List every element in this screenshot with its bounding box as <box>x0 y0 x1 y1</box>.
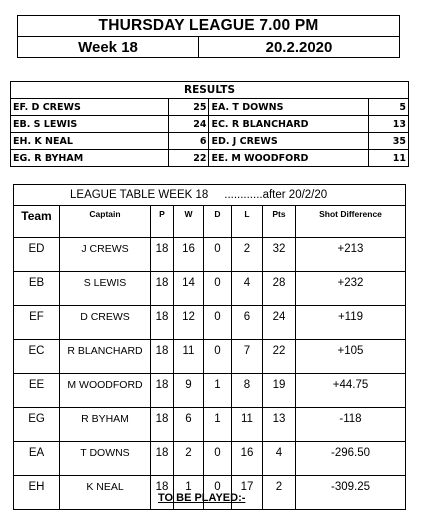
shot-difference: +44.75 <box>296 374 406 408</box>
shot-difference: +213 <box>296 238 406 272</box>
captain-name: D CREWS <box>60 306 151 340</box>
league-title: THURSDAY LEAGUE 7.00 PM <box>18 16 400 37</box>
result-right-score: 13 <box>368 116 408 133</box>
drawn-count: 0 <box>204 442 232 476</box>
result-left-team: EF. D CREWS <box>11 99 169 116</box>
played-count: 18 <box>151 340 174 374</box>
team-code: ED <box>14 238 60 272</box>
table-row <box>14 272 406 306</box>
col-header-points: Pts <box>263 206 296 238</box>
points: 19 <box>263 374 296 408</box>
lost-count: 7 <box>232 340 263 374</box>
shot-difference: -118 <box>296 408 406 442</box>
col-header-won: W <box>174 206 204 238</box>
header-table <box>17 15 400 58</box>
points: 2 <box>263 476 296 510</box>
points: 13 <box>263 408 296 442</box>
result-right-team: ED. J CREWS <box>209 133 368 150</box>
result-right-team: EA. T DOWNS <box>209 99 368 116</box>
table-row <box>14 238 406 272</box>
result-right-score: 5 <box>368 99 408 116</box>
points: 22 <box>263 340 296 374</box>
result-row <box>11 133 409 150</box>
won-count: 6 <box>174 408 204 442</box>
col-header-shot-difference: Shot Difference <box>296 206 406 238</box>
captain-name: K NEAL <box>60 476 151 510</box>
league-header-row <box>14 206 406 238</box>
col-header-team: Team <box>14 206 60 238</box>
result-right-score: 11 <box>368 150 408 167</box>
won-count: 1 <box>174 476 204 510</box>
won-count: 12 <box>174 306 204 340</box>
played-count: 18 <box>151 408 174 442</box>
won-count: 14 <box>174 272 204 306</box>
lost-count: 11 <box>232 408 263 442</box>
lost-count: 6 <box>232 306 263 340</box>
lost-count: 16 <box>232 442 263 476</box>
drawn-count: 0 <box>204 306 232 340</box>
lost-count: 8 <box>232 374 263 408</box>
drawn-count: 0 <box>204 340 232 374</box>
result-left-team: EG. R BYHAM <box>11 150 169 167</box>
points: 24 <box>263 306 296 340</box>
won-count: 11 <box>174 340 204 374</box>
played-count: 18 <box>151 238 174 272</box>
result-left-team: EB. S LEWIS <box>11 116 169 133</box>
captain-name: R BYHAM <box>60 408 151 442</box>
captain-name: S LEWIS <box>60 272 151 306</box>
result-left-team: EH. K NEAL <box>11 133 169 150</box>
table-row <box>14 306 406 340</box>
table-row <box>14 340 406 374</box>
result-left-score: 6 <box>169 133 209 150</box>
shot-difference: +232 <box>296 272 406 306</box>
team-code: EF <box>14 306 60 340</box>
captain-name: J CREWS <box>60 238 151 272</box>
shot-difference: +105 <box>296 340 406 374</box>
team-code: EB <box>14 272 60 306</box>
points: 28 <box>263 272 296 306</box>
col-header-lost: L <box>232 206 263 238</box>
won-count: 9 <box>174 374 204 408</box>
team-code: EH <box>14 476 60 510</box>
results-table <box>10 81 409 167</box>
team-code: EE <box>14 374 60 408</box>
drawn-count: 0 <box>204 238 232 272</box>
result-row <box>11 150 409 167</box>
drawn-count: 1 <box>204 408 232 442</box>
played-count: 18 <box>151 374 174 408</box>
table-row <box>14 408 406 442</box>
result-row <box>11 116 409 133</box>
col-header-drawn: D <box>204 206 232 238</box>
shot-difference: -296.50 <box>296 442 406 476</box>
played-count: 18 <box>151 306 174 340</box>
lost-count: 4 <box>232 272 263 306</box>
col-header-played: P <box>151 206 174 238</box>
team-code: EG <box>14 408 60 442</box>
lost-count: 17 <box>232 476 263 510</box>
result-right-team: EE. M WOODFORD <box>209 150 368 167</box>
league-table <box>13 184 406 510</box>
date-label: 20.2.2020 <box>199 37 400 58</box>
result-left-score: 24 <box>169 116 209 133</box>
team-code: EA <box>14 442 60 476</box>
result-row <box>11 99 409 116</box>
drawn-count: 1 <box>204 374 232 408</box>
league-table-title: LEAGUE TABLE WEEK 18 ............after 20/2/20 <box>14 185 406 206</box>
captain-name: T DOWNS <box>60 442 151 476</box>
result-left-score: 25 <box>169 99 209 116</box>
col-header-captain: Captain <box>60 206 151 238</box>
drawn-count: 0 <box>204 476 232 510</box>
won-count: 2 <box>174 442 204 476</box>
team-code: EC <box>14 340 60 374</box>
table-row <box>14 442 406 476</box>
played-count: 18 <box>151 442 174 476</box>
points: 32 <box>263 238 296 272</box>
results-title: RESULTS <box>11 82 409 99</box>
shot-difference: -309.25 <box>296 476 406 510</box>
played-count: 18 <box>151 476 174 510</box>
result-right-score: 35 <box>368 133 408 150</box>
lost-count: 2 <box>232 238 263 272</box>
drawn-count: 0 <box>204 272 232 306</box>
week-label: Week 18 <box>18 37 199 58</box>
captain-name: R BLANCHARD <box>60 340 151 374</box>
points: 4 <box>263 442 296 476</box>
result-right-team: EC. R BLANCHARD <box>209 116 368 133</box>
played-count: 18 <box>151 272 174 306</box>
result-left-score: 22 <box>169 150 209 167</box>
table-row <box>14 374 406 408</box>
captain-name: M WOODFORD <box>60 374 151 408</box>
shot-difference: +119 <box>296 306 406 340</box>
to-be-played-heading: TO BE PLAYED:- <box>158 492 246 504</box>
won-count: 16 <box>174 238 204 272</box>
